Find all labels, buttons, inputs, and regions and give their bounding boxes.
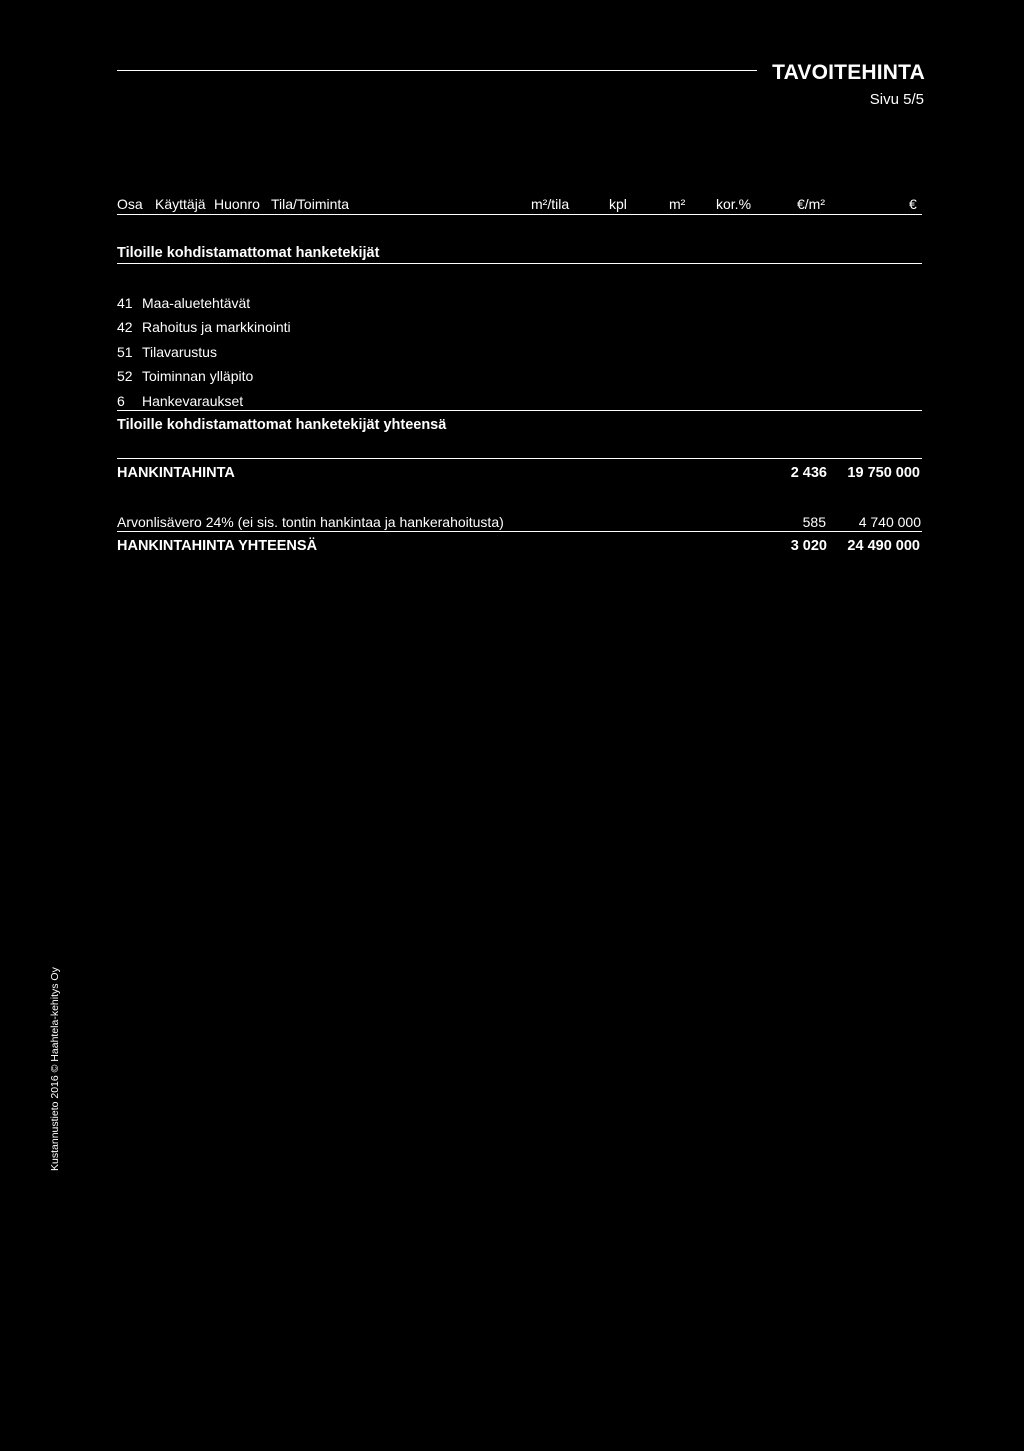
yhteensa-eur: 24 490 000: [847, 538, 920, 554]
col-osa: Osa: [117, 196, 143, 212]
item-code: 51: [117, 344, 133, 360]
document-title: TAVOITEHINTA: [772, 61, 925, 84]
hankintahinta-eur-m2: 2 436: [790, 465, 827, 481]
item-code: 41: [117, 295, 133, 311]
item-label: Hankevaraukset: [142, 393, 244, 409]
alv-eur: 4 740 000: [858, 514, 921, 530]
col-kor: kor.%: [716, 196, 752, 212]
item-code: 52: [117, 368, 133, 384]
hankintahinta-eur: 19 750 000: [847, 465, 920, 481]
yhteensa-rule: [117, 531, 922, 532]
alv-label: Arvonlisävero 24% (ei sis. tontin hankintaa ja hankerahoitusta): [117, 514, 504, 530]
section-title: Tiloille kohdistamattomat hanketekijät: [117, 245, 380, 261]
header-rule: [117, 70, 757, 71]
copyright-sidebar: Kustannustieto 2016 © Haahtela-kehitys Oy: [49, 967, 61, 1171]
section-total-label: Tiloille kohdistamattomat hanketekijät yhteensä: [117, 417, 447, 433]
item-label: Maa-aluetehtävät: [142, 295, 251, 311]
item-label: Tilavarustus: [142, 344, 217, 360]
item-label: Toiminnan ylläpito: [142, 368, 254, 384]
col-kpl: kpl: [609, 196, 627, 212]
col-m2: m²: [669, 196, 686, 212]
section-total-rule: [117, 410, 922, 411]
col-eur: €: [909, 196, 917, 212]
alv-eur-m2: 585: [802, 514, 826, 530]
item-code: 6: [117, 393, 125, 409]
yhteensa-label: HANKINTAHINTA YHTEENSÄ: [117, 538, 318, 554]
column-header-rule: [117, 214, 922, 215]
item-code: 42: [117, 319, 133, 335]
yhteensa-eur-m2: 3 020: [790, 538, 827, 554]
col-kayttaja: Käyttäjä: [155, 196, 206, 212]
col-eur-m2: €/m²: [797, 196, 825, 212]
col-m2-tila: m²/tila: [531, 196, 570, 212]
section-title-rule: [117, 263, 922, 264]
page-number: Sivu 5/5: [869, 91, 924, 108]
item-label: Rahoitus ja markkinointi: [142, 319, 291, 335]
hankintahinta-rule: [117, 458, 922, 459]
col-huonro: Huonro: [214, 196, 260, 212]
hankintahinta-label: HANKINTAHINTA: [117, 465, 235, 481]
col-tila: Tila/Toiminta: [271, 196, 350, 212]
